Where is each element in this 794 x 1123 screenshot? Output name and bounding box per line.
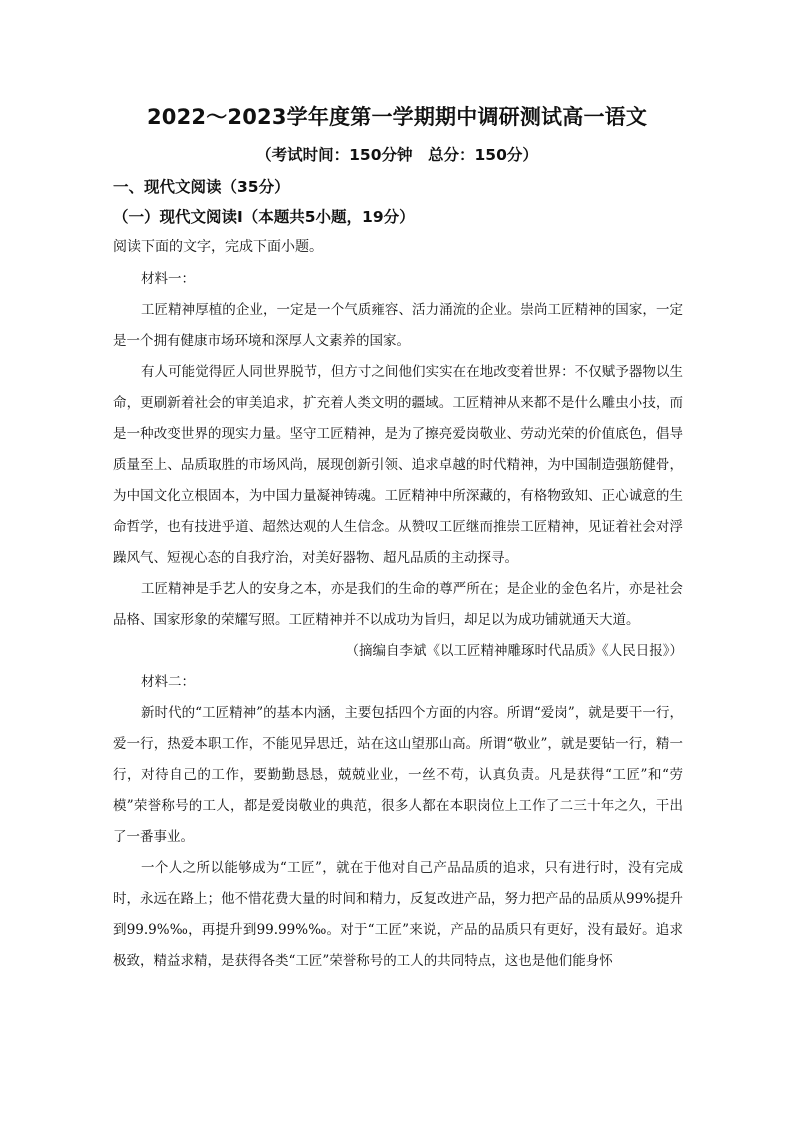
instruction-text: 阅读下面的文字，完成下面小题。 [113,239,323,255]
subsection-heading: （一）现代文阅读Ⅰ（本题共5小题，19分） [113,208,415,226]
material-2-paragraph: 新时代的“工匠精神”的基本内涵，主要包括四个方面的内容。所谓“爱岗”，就是要干一行，爱一行，热爱本职工作，不能见异思迁，站在这山望那山高。所谓“敬业”，就是要钻一行，精一行，对待自己的工作，要勤勤恳恳，兢兢业业，一丝不苟，认真负责。凡是获得“工匠”和“劳模”荣誉称号的工人，都是爱岗敬业的典范，很多人都在本职岗位上工作了二三十年之久，干出了一番事业。 [113,705,683,845]
section-heading: 一、现代文阅读（35分） [113,178,290,196]
material-1-paragraph: 有人可能觉得匠人同世界脱节，但方寸之间他们实实在在地改变着世界：不仅赋予器物以生命，更刷新着社会的审美追求，扩充着人类文明的疆域。工匠精神从来都不是什么雕虫小技，而是一种改变世界的现实力量。坚守工匠精神，是为了擦亮爱岗敬业、劳动光荣的价值底色，倡导质量至上、品质取胜的市场风尚，展现创新引领、追求卓越的时代精神，为中国制造强筋健骨，为中国文化立根固本，为中国力量凝神铸魂。工匠精神中所深藏的，有格物致知、正心诚意的生命哲学，也有技进乎道、超然达观的人生信念。从赞叹工匠继而推崇工匠精神，见证着社会对浮躁风气、短视心态的自我疗治，对美好器物、超凡品质的主动探寻。 [113,364,683,566]
exam-subtitle: （考试时间：150分钟 总分：150分） [256,146,538,164]
material-2-label: 材料二： [141,674,195,690]
material-1-label: 材料一： [141,271,195,287]
material-2-paragraph: 一个人之所以能够成为“工匠”，就在于他对自己产品品质的追求，只有进行时，没有完成时，永远在路上；他不惜花费大量的时间和精力，反复改进产品，努力把产品的品质从99%提升到99.9%‰，再提升到99.99%‰。对于“工匠”来说，产品的品质只有更好，没有最好。追求极致，精益求精，是获得各类“工匠”荣誉称号的工人的共同特点，这也是他们能身怀 [113,860,684,969]
exam-title: 2022～2023学年度第一学期期中调研测试高一语文 [146,105,648,129]
material-1-source: （摘编自李斌《以工匠精神雕琢时代品质》《人民日报》） [345,643,683,659]
material-1-paragraph: 工匠精神厚植的企业，一定是一个气质雍容、活力涌流的企业。崇尚工匠精神的国家，一定是一个拥有健康市场环境和深厚人文素养的国家。 [113,302,683,349]
material-1-paragraph: 工匠精神是手艺人的安身之本，亦是我们的生命的尊严所在；是企业的金色名片，亦是社会品格、国家形象的荣耀写照。工匠精神并不以成功为旨归，却足以为成功铺就通天大道。 [113,581,683,628]
reading-passage [113,264,683,977]
